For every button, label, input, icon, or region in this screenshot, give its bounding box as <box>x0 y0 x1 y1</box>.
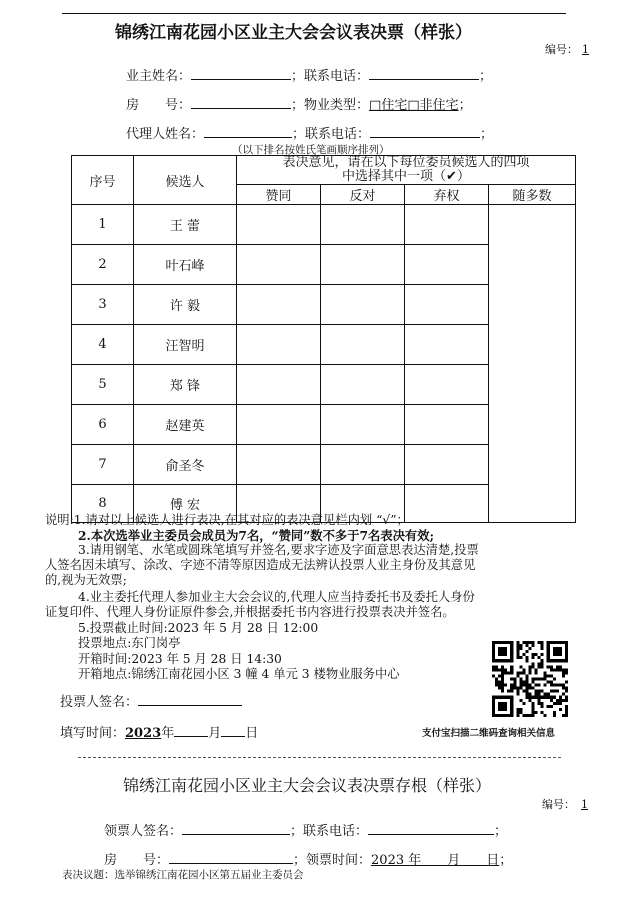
row-candidate-name: 郑 锋 <box>134 365 237 405</box>
fill-time-label: 填写时间： <box>60 726 126 741</box>
stub-receiver-field[interactable] <box>182 822 290 835</box>
voter-sign-field[interactable] <box>138 693 242 706</box>
cut-line <box>78 757 561 758</box>
vote-rows <box>72 205 576 523</box>
voter-sign-row <box>60 691 242 710</box>
row-no: 6 <box>72 405 134 445</box>
opt-follow-header: 随多数 <box>489 185 576 205</box>
row-candidate-name: 许 毅 <box>134 285 237 325</box>
row-no: 3 <box>72 285 134 325</box>
stub-row-end2: ； <box>499 853 513 868</box>
note-4a: 4.业主委托代理人参加业主大会会议的,代理人应当持委托书及委托人身份 <box>78 590 475 604</box>
owner-name-row <box>126 65 492 84</box>
agent-name-field[interactable] <box>204 125 292 138</box>
row-no: 1 <box>72 205 134 245</box>
vote-cell-oppose[interactable] <box>321 285 405 325</box>
property-type-label: ；物业类型： <box>291 98 370 113</box>
fill-month-field[interactable] <box>174 724 208 737</box>
stub-title: 锦绣江南花园小区业主大会会议表决票存根（样张） <box>123 776 492 795</box>
owner-row-end: ； <box>479 69 493 84</box>
opinion-header-line2: 中选择其中一项（✔） <box>342 169 470 184</box>
vote-cell-agree[interactable] <box>237 205 321 245</box>
ballot-title: 锦绣江南花园小区业主大会会议表决票（样张） <box>115 23 472 43</box>
vote-cell-oppose[interactable] <box>321 405 405 445</box>
row-candidate-name: 叶石峰 <box>134 245 237 285</box>
agent-name-label: 代理人姓名： <box>126 127 205 142</box>
vote-table <box>71 155 576 523</box>
row-no: 7 <box>72 445 134 485</box>
agent-row <box>126 123 493 142</box>
property-type-options[interactable]: □住宅□非住宅 <box>369 98 459 113</box>
note-1: 说明:1.请对以上候选人进行表决,在其对应的表决意见栏内划 “√”； <box>45 513 409 527</box>
stub-room-row <box>104 849 512 868</box>
vote-cell-abstain[interactable] <box>405 365 489 405</box>
vote-cell-abstain[interactable] <box>405 325 489 365</box>
opinion-header <box>237 156 576 185</box>
note-3c: 的,视为无效票; <box>45 573 127 587</box>
stub-room-label: 房 号： <box>104 853 170 868</box>
stub-phone-field[interactable] <box>368 822 494 835</box>
vote-cell-agree[interactable] <box>237 445 321 485</box>
stub-receiver-label: 领票人签名： <box>104 824 183 839</box>
vote-cell-abstain[interactable] <box>405 285 489 325</box>
vote-cell-abstain[interactable] <box>405 485 489 523</box>
note-3a: 3.请用钢笔、水笔或圆珠笔填写并签名,要求字迹及字面意思表达清楚,投票 <box>78 543 479 557</box>
owner-phone-label: ；联系电话： <box>291 69 370 84</box>
room-field[interactable] <box>191 96 291 109</box>
vote-cell-oppose[interactable] <box>321 365 405 405</box>
top-rule <box>62 13 566 14</box>
note-3b: 人签名因未填写、涂改、字迹不清等原因造成无法辨认投票人业主身份及其意见 <box>45 558 476 572</box>
sort-note: （以下排名按姓氏笔画顺序排列） <box>232 144 390 156</box>
stub-receive-time-value[interactable]: 2023 年 月 日 <box>371 853 500 868</box>
col-candidate-header: 候选人 <box>134 156 237 205</box>
note-5c: 开箱时间:2023 年 5 月 28 日 14:30 <box>78 652 282 666</box>
vote-cell-oppose[interactable] <box>321 245 405 285</box>
vote-cell-abstain[interactable] <box>405 245 489 285</box>
vote-cell-oppose[interactable] <box>321 205 405 245</box>
serial-value: 1 <box>582 43 589 56</box>
owner-name-field[interactable] <box>191 67 291 80</box>
agent-phone-field[interactable] <box>370 125 480 138</box>
vote-cell-agree[interactable] <box>237 245 321 285</box>
room-label: 房 号： <box>126 98 192 113</box>
row-no: 4 <box>72 325 134 365</box>
vote-cell-oppose[interactable] <box>321 325 405 365</box>
table-row <box>72 205 576 245</box>
fill-time-row <box>60 722 258 741</box>
fill-day-unit: 日 <box>245 726 259 741</box>
row-no: 8 <box>72 485 134 523</box>
opt-abstain-header: 弃权 <box>405 185 489 205</box>
room-row-end: ； <box>458 98 472 113</box>
fill-day-field[interactable] <box>221 724 245 737</box>
agent-row-end: ； <box>480 127 494 142</box>
qr-code-icon[interactable] <box>492 641 568 717</box>
opt-oppose-header: 反对 <box>321 185 405 205</box>
stub-receiver-row <box>104 820 507 839</box>
serial-label-text: 编号： <box>545 43 578 56</box>
owner-phone-field[interactable] <box>369 67 479 80</box>
stub-room-field[interactable] <box>169 851 293 864</box>
vote-cell-abstain[interactable] <box>405 205 489 245</box>
vote-cell-abstain[interactable] <box>405 405 489 445</box>
row-candidate-name: 俞圣冬 <box>134 445 237 485</box>
vote-cell-follow[interactable] <box>489 205 576 523</box>
note-5a: 5.投票截止时间:2023 年 5 月 28 日 12:00 <box>78 621 319 635</box>
vote-cell-agree[interactable] <box>237 365 321 405</box>
row-no: 5 <box>72 365 134 405</box>
serial-label <box>545 41 589 57</box>
stub-phone-label: ；联系电话： <box>290 824 369 839</box>
voter-sign-label: 投票人签名： <box>60 695 139 710</box>
note-5d: 开箱地点:锦绣江南花园小区 3 幢 4 单元 3 楼物业服务中心 <box>78 667 400 681</box>
fill-year[interactable]: 2023 <box>125 726 162 741</box>
fill-year-unit: 年 <box>161 726 175 741</box>
stub-row-end: ； <box>494 824 508 839</box>
note-2: 2.本次选举业主委员会成员为7名，“赞同”数不多于7名表决有效; <box>78 528 435 543</box>
vote-cell-agree[interactable] <box>237 325 321 365</box>
vote-cell-agree[interactable] <box>237 405 321 445</box>
room-row <box>126 94 472 113</box>
stub-receive-time-label: ；领票时间： <box>293 853 372 868</box>
qr-caption: 支付宝扫描二维码查询相关信息 <box>422 728 556 739</box>
note-4b: 证复印件、代理人身份证原件参会,并根据委托书内容进行投票表决并签名。 <box>45 605 455 619</box>
vote-cell-oppose[interactable] <box>321 445 405 485</box>
col-no-header: 序号 <box>72 156 134 205</box>
agent-phone-label: ；联系电话： <box>292 127 371 142</box>
stub-serial-label: 编号： <box>542 798 575 811</box>
row-candidate-name: 王 蕾 <box>134 205 237 245</box>
fill-month-unit: 月 <box>208 726 222 741</box>
row-no: 2 <box>72 245 134 285</box>
row-candidate-name: 傅 宏 <box>134 485 237 523</box>
stub-serial <box>542 796 588 812</box>
vote-cell-agree[interactable] <box>237 285 321 325</box>
vote-cell-abstain[interactable] <box>405 445 489 485</box>
opt-agree-header: 赞同 <box>237 185 321 205</box>
row-candidate-name: 赵建英 <box>134 405 237 445</box>
note-5b: 投票地点:东门岗亭 <box>78 636 181 650</box>
owner-name-label: 业主姓名： <box>126 69 192 84</box>
row-candidate-name: 汪智明 <box>134 325 237 365</box>
stub-topic: 表决议题：选举锦绣江南花园小区第五届业主委员会 <box>62 869 304 881</box>
opinion-header-line1: 表决意见，请在以下每位委员候选人的四项 <box>282 155 530 170</box>
stub-serial-value: 1 <box>581 798 588 811</box>
